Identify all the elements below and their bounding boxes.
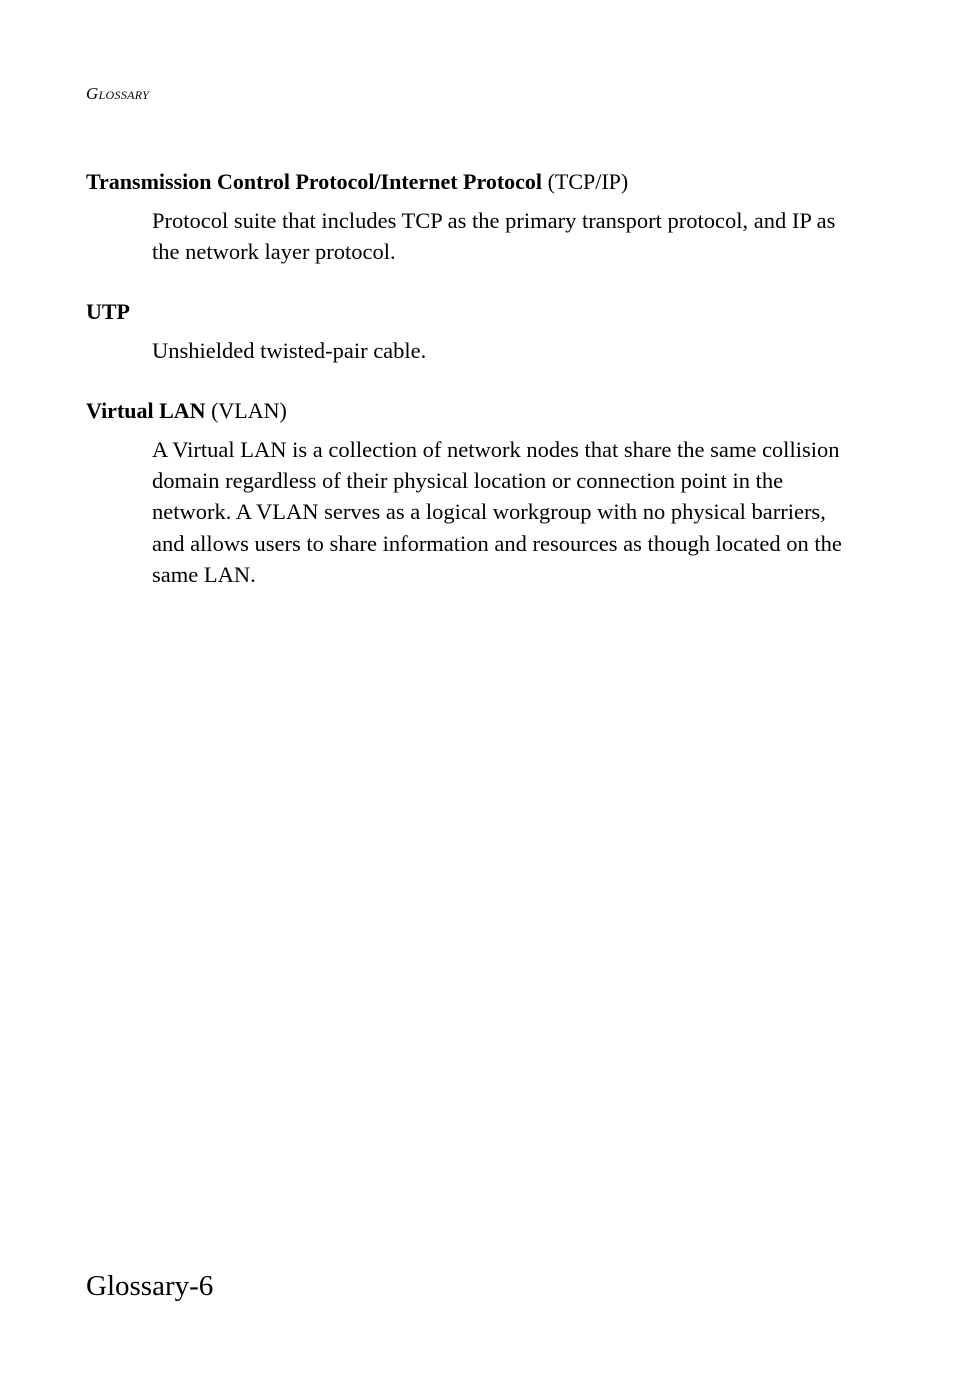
entry-term: Virtual LAN [86,398,206,423]
page-number: Glossary-6 [86,1270,214,1302]
entry-term-line [86,395,866,426]
entry-term-line [86,166,866,197]
entry-definition: Unshielded twisted-pair cable. [152,338,427,363]
running-header: Glossary [86,84,150,103]
entry-term: UTP [86,299,130,324]
entry-term: Transmission Control Protocol/Internet Protocol [86,169,543,194]
entry-definition: Protocol suite that includes TCP as the primary transport protocol, and IP as the network layer protocol. [152,208,836,265]
entry-abbreviation: (VLAN) [211,398,287,423]
entry-definition: A Virtual LAN is a collection of network nodes that share the same collision domain regardless of their physical location or connection point in the network. A VLAN serves as a logical workgroup with no physical barriers, and allows users to share information and resources as though located on the same LAN. [152,437,842,587]
glossary-entry-vlan [86,395,866,590]
glossary-entry-tcp-ip [86,166,866,267]
glossary-entry-utp [86,296,866,366]
entry-abbreviation: (TCP/IP) [547,169,629,194]
entry-term-line [86,296,866,327]
